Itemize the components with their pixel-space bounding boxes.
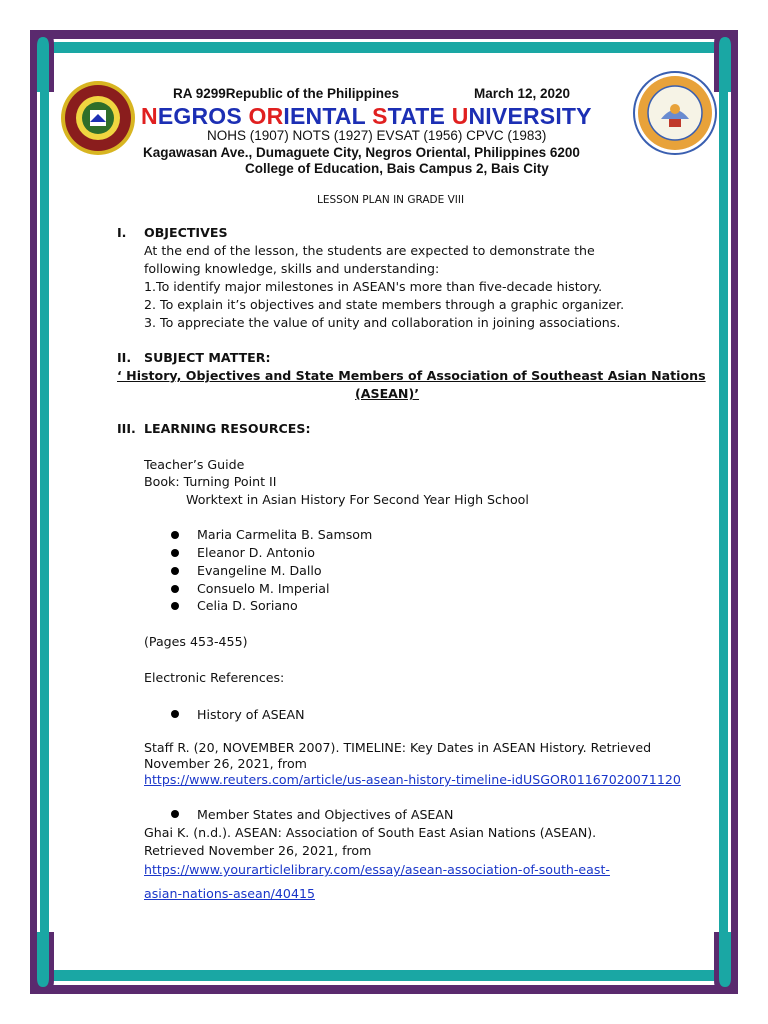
section-2-title: SUBJECT MATTER: [144,350,271,365]
section-3-title: LEARNING RESOURCES: [144,421,311,436]
author-item: Evangeline M. Dallo [197,563,322,578]
objective-line: 3. To appreciate the value of unity and collaboration in joining associations. [144,315,621,330]
university-initial-n: N [141,103,158,129]
bullet-icon [171,710,179,718]
border-right-inner [719,42,728,981]
subject-matter-line-2: (ASEAN)’ [355,386,420,401]
corner-ornament-bottom-right [712,932,738,996]
author-item: Maria Carmelita B. Samsom [197,527,373,542]
college-campus: College of Education, Bais Campus 2, Bais City [245,161,549,176]
objective-line: 1.To identify major milestones in ASEAN's more than five-decade history. [144,279,603,294]
reference-2-citation-cont: Retrieved November 26, 2021, from [144,843,372,858]
border-left-inner [40,42,49,981]
subject-matter-line-1: ‘ History, Objectives and State Members of Association of Southeast Asian Nations [117,368,706,383]
border-left-outer [30,30,37,994]
author-item: Consuelo M. Imperial [197,581,330,596]
book-title: Book: Turning Point II [144,474,277,489]
bullet-icon [171,531,179,539]
reference-2-topic: Member States and Objectives of ASEAN [197,807,454,822]
college-of-education-seal-logo [633,71,717,155]
teachers-guide: Teacher’s Guide [144,457,245,472]
objective-line: 2. To explain it’s objectives and state members through a graphic organizer. [144,297,625,312]
section-3-number: III. [117,421,136,436]
border-top-outer [30,30,738,39]
university-name: NEGROS ORIENTAL STATE UNIVERSITY [141,103,592,129]
worktext-title: Worktext in Asian History For Second Year High School [186,492,529,507]
border-right-outer [731,30,738,994]
electronic-references-heading: Electronic References: [144,670,285,685]
reference-2-link-cont[interactable]: asian-nations-asean/40415 [144,886,315,901]
corner-ornament-top-left [30,28,56,92]
border-bottom-inner [38,970,730,981]
author-item: Eleanor D. Antonio [197,545,315,560]
reference-1-citation-cont: November 26, 2021, from [144,756,307,771]
border-bottom-outer [30,985,738,994]
founding-years: NOHS (1907) NOTS (1927) EVSAT (1956) CPVC (1983) [207,128,547,143]
section-1-number: I. [117,225,127,240]
lesson-plan-title: LESSON PLAN IN GRADE VIII [317,194,465,206]
author-item: Celia D. Soriano [197,598,298,613]
bullet-icon [171,549,179,557]
republic-act-line: RA 9299Republic of the Philippines [173,86,400,101]
bullet-icon [171,567,179,575]
section-2-number: II. [117,350,132,365]
university-address: Kagawasan Ave., Dumaguete City, Negros Oriental, Philippines 6200 [143,145,580,160]
objective-line: following knowledge, skills and understanding: [144,261,440,276]
pages-reference: (Pages 453-455) [144,634,248,649]
corner-ornament-bottom-left [30,932,56,996]
border-top-inner [38,42,730,53]
reference-1-topic: History of ASEAN [197,707,305,722]
bullet-icon [171,585,179,593]
document-date: March 12, 2020 [474,86,571,101]
bullet-icon [171,810,179,818]
bullet-icon [171,602,179,610]
reference-2-citation: Ghai K. (n.d.). ASEAN: Association of South East Asian Nations (ASEAN). [144,825,597,840]
university-seal-logo [60,80,136,156]
reference-1-citation: Staff R. (20, NOVEMBER 2007). TIMELINE: Key Dates in ASEAN History. Retrieved [144,740,652,755]
reference-1-link[interactable]: https://www.reuters.com/article/us-asean-history-timeline-idUSGOR01167020071120 [144,772,681,787]
reference-2-link[interactable]: https://www.yourarticlelibrary.com/essay/asean-association-of-south-east- [144,862,610,877]
section-1-title: OBJECTIVES [144,225,228,240]
objective-line: At the end of the lesson, the students are expected to demonstrate the [144,243,595,258]
